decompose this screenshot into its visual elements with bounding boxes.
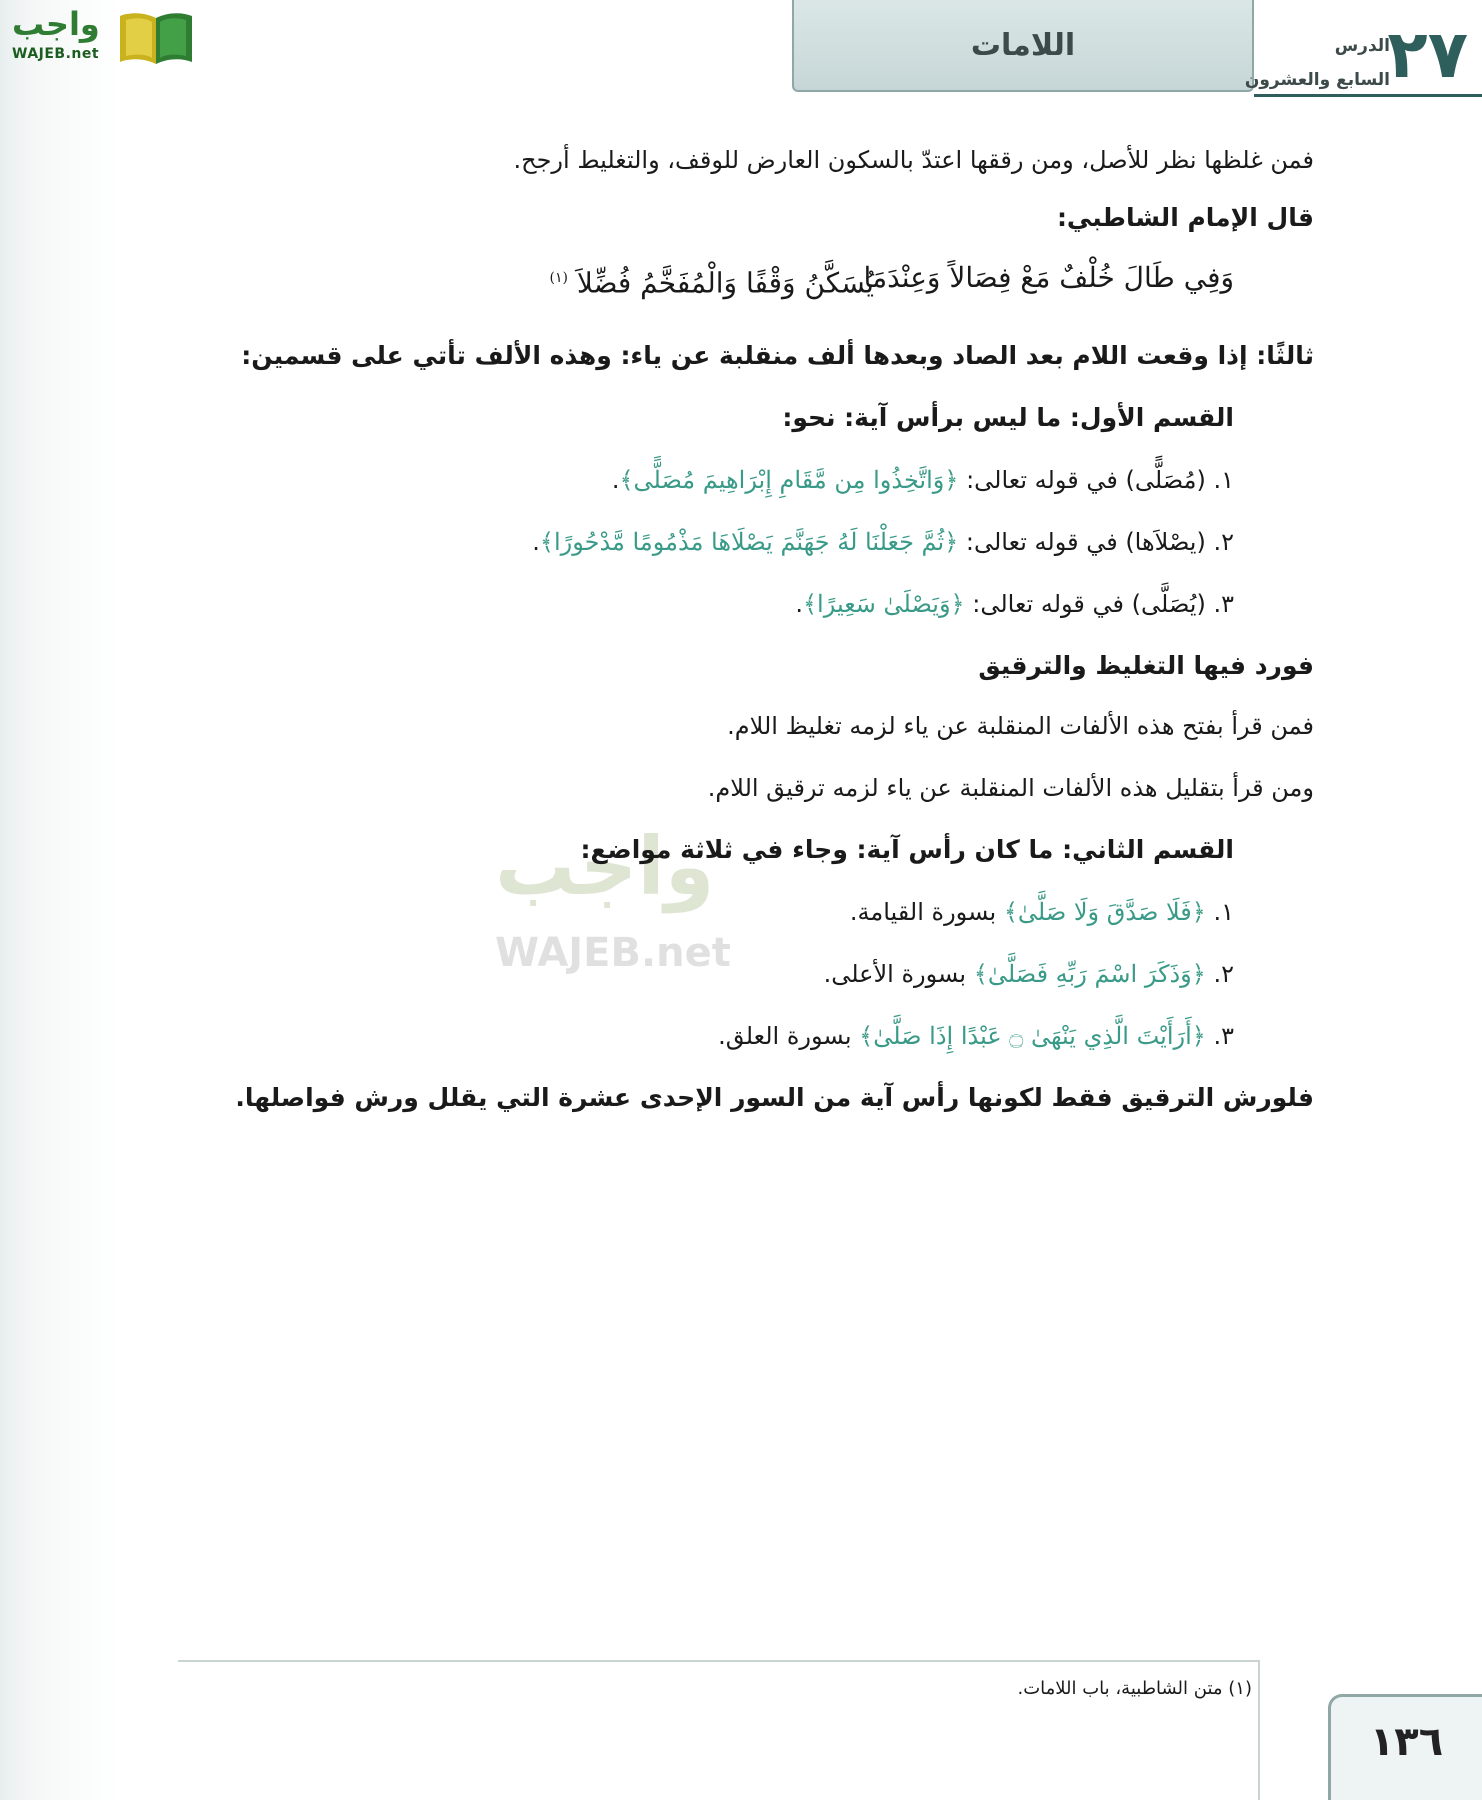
item-number: ١. [1213, 898, 1234, 926]
section1-item [532, 522, 1234, 562]
paragraph-tagliz: فمن غلظها نظر للأصل، ومن رققها اعتدّ بالسكون العارض للوقف، والتغليط أرجح. [513, 146, 1314, 174]
lesson-label: الدرس [1334, 36, 1390, 56]
item-number: ٢. [1213, 528, 1234, 556]
quran-verse: ﴿وَذَكَرَ اسْمَ رَبِّهِ فَصَلَّىٰ﴾ [973, 960, 1206, 988]
lesson-number: ٢٧ [1387, 16, 1468, 93]
section1-item [612, 460, 1234, 500]
item-intro: في قوله تعالى: [966, 466, 1118, 494]
conclusion: فلورش الترقيق فقط لكونها رأس آية من السور الإحدى عشرة التي يقلل ورش فواصلها. [235, 1083, 1314, 1112]
header-tab [792, 0, 1254, 92]
wajeb-logo[interactable] [12, 6, 192, 68]
item-number: ١. [1213, 466, 1234, 494]
page-number: ١٣٦ [1369, 1719, 1444, 1765]
page-number-box [1328, 1694, 1482, 1800]
shatibi-heading: قال الإمام الشاطبي: [1056, 203, 1314, 232]
surah-name: بسورة الأعلى. [823, 960, 967, 988]
paragraph-taqlil: ومن قرأ بتقليل هذه الألفات المنقلبة عن ياء لزمه ترقيق اللام. [707, 774, 1314, 802]
lesson-badge [1244, 0, 1482, 100]
watermark-word: واجب [495, 820, 715, 913]
header-rule [1254, 94, 1482, 97]
third-rule-heading: ثالثًا: إذا وقعت اللام بعد الصاد وبعدها ألف منقلبة عن ياء: وهذه الألف تأتي على قسمين: [241, 341, 1314, 370]
surah-name: بسورة العلق. [718, 1022, 852, 1050]
poem-first-hemistich: وَفِي طَالَ خُلْفٌ مَعْ فِصَالاً وَعِنْدَمَا [863, 261, 1234, 294]
item-number: ٣. [1213, 1022, 1234, 1050]
item-end: . [532, 528, 540, 556]
lesson-name: السابع والعشرون [1244, 70, 1390, 90]
quran-verse: ﴿وَيَصْلَىٰ سَعِيرًا﴾ [802, 590, 965, 618]
footnote-text: (١) متن الشاطبية، باب اللامات. [1017, 1678, 1252, 1699]
quran-verse: ﴿ثُمَّ جَعَلْنَا لَهُ جَهَنَّمَ يَصْلَاهَا مَذْمُومًا مَّدْحُورًا﴾ [539, 528, 959, 556]
book-icon [118, 10, 194, 66]
item-intro: في قوله تعالى: [972, 590, 1125, 618]
quran-verse: ﴿فَلَا صَدَّقَ وَلَا صَلَّىٰ﴾ [1003, 898, 1206, 926]
item-end: . [795, 590, 803, 618]
poem-second-text: يُسَكَّنُ وَقْفًا وَالْمُفَخَّمُ فُضِّلاَ [576, 266, 874, 300]
item-word: (مُصَلًّى) [1125, 466, 1206, 494]
item-number: ٣. [1213, 590, 1234, 618]
section2-item [824, 954, 1234, 994]
both-heading: فورد فيها التغليظ والترقيق [978, 651, 1314, 680]
paragraph-fath: فمن قرأ بفتح هذه الألفات المنقلبة عن ياء لزمه تغليظ اللام. [727, 712, 1314, 740]
item-end: . [611, 466, 620, 494]
section1-heading: القسم الأول: ما ليس برأس آية: نحو: [782, 403, 1234, 432]
section2-item [850, 892, 1234, 932]
quran-verse: ﴿أَرَأَيْتَ الَّذِي يَنْهَىٰ ۝ عَبْدًا إِذَا صَلَّىٰ﴾ [859, 1022, 1206, 1050]
surah-name: بسورة القيامة. [849, 898, 997, 926]
item-number: ٢. [1213, 960, 1234, 988]
item-word: (يصْلاَها) [1125, 528, 1206, 556]
logo-net: WAJEB.net [12, 46, 100, 62]
section1-item [795, 584, 1234, 624]
logo-word: واجب [12, 5, 100, 43]
poem-second-hemistich [550, 256, 875, 305]
watermark-net: WAJEB.net [495, 930, 731, 976]
section2-item [718, 1016, 1234, 1056]
quran-verse: ﴿وَاتَّخِذُوا مِن مَّقَامِ إِبْرَاهِيمَ مُصَلًّى﴾ [619, 466, 959, 494]
item-intro: في قوله تعالى: [965, 528, 1118, 556]
section2-heading: القسم الثاني: ما كان رأس آية: وجاء في ثلاثة مواضع: [580, 835, 1234, 864]
footnote-ref[interactable]: (١) [549, 270, 568, 286]
item-word: (يُصَلَّى) [1131, 590, 1206, 618]
footnote-area [178, 1660, 1260, 1800]
page-title: اللامات [970, 28, 1076, 63]
